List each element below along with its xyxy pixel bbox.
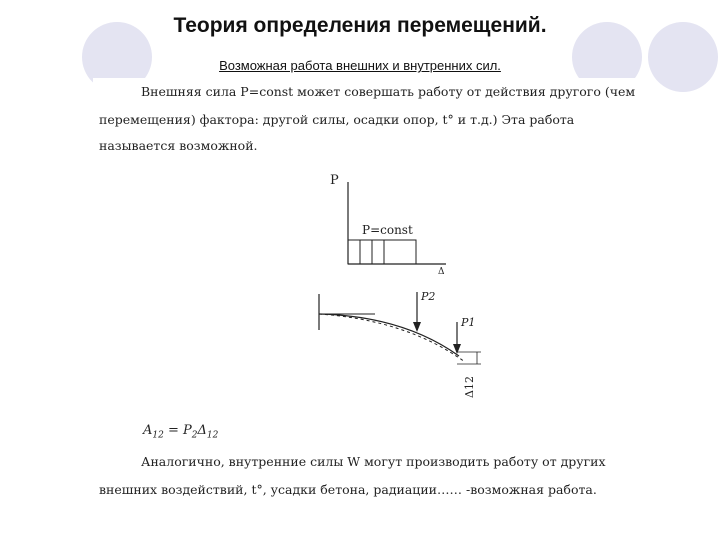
paragraph-2-line-2: внешних воздействий, t°, усадки бетона, радиации…… -возможная работа. [99, 482, 597, 497]
curve-label: P=const [362, 223, 413, 237]
deflected-beam [319, 314, 459, 356]
paragraph-1-line-3: называется возможной. [99, 138, 258, 153]
work-formula: $A_{12} = P_2\Delta_{12}$ [143, 423, 219, 441]
paragraph-1-line-1: Внешняя сила P=const может совершать работу от действия другого (чем [141, 84, 636, 99]
beam-deflection-figure [303, 286, 503, 406]
displacement-label: Δ12 [463, 376, 476, 398]
paragraph-1-line-2: перемещения) фактора: другой силы, осадки опор, t° и т.д.) Эта работа [99, 112, 575, 127]
x-axis-label: Δ [438, 267, 445, 277]
deflected-beam-dashed [319, 314, 465, 362]
force-p2-label: P2 [421, 290, 436, 303]
force-graph-figure [318, 170, 458, 280]
force-p1-label: P1 [461, 316, 476, 329]
slide-title: Теория определения перемещений. [173, 14, 547, 37]
axis-label-p: P [330, 173, 339, 188]
work-area [348, 240, 416, 264]
scanned-page [93, 78, 653, 508]
paragraph-2-line-1: Аналогично, внутренние силы W могут производить работу от других [141, 454, 606, 469]
slide-subtitle: Возможная работа внешних и внутренних сил. [219, 58, 501, 73]
